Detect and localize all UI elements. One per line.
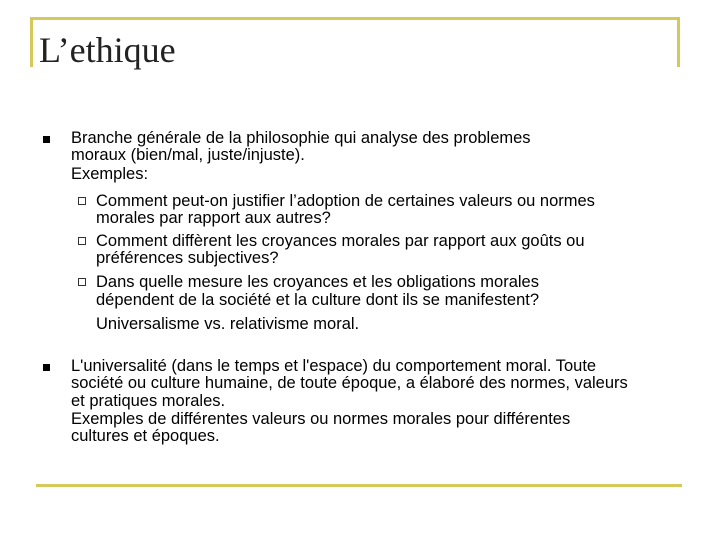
slide-title: L’ethique <box>39 30 176 70</box>
sub3-line-2: dépendent de la société et la culture dont ils se manifestent? <box>96 291 540 309</box>
bullet2-line-1: L'universalité (dans le temps et l'espace) du comportement moral. Toute <box>71 357 597 375</box>
sub1-line-2: morales par rapport aux autres? <box>96 209 331 227</box>
bullet2-line-2: société ou culture humaine, de toute époque, a élaboré des normes, valeurs <box>71 374 628 392</box>
bullet-square-icon <box>43 136 50 143</box>
bullet1-line-2: moraux (bien/mal, juste/injuste). <box>71 146 305 164</box>
frame-top-rule <box>30 17 679 20</box>
sub-bullet-square-icon <box>78 278 86 286</box>
sub2-line-2: préférences subjectives? <box>96 249 279 267</box>
sub3-line-1: Dans quelle mesure les croyances et les obligations morales <box>96 273 539 291</box>
sub3-line-3: Universalisme vs. relativisme moral. <box>96 315 360 333</box>
bullet2-line-5: cultures et époques. <box>71 427 220 445</box>
frame-left-rule <box>30 17 33 67</box>
bullet2-line-3: et pratiques morales. <box>71 392 226 410</box>
sub2-line-1: Comment diffèrent les croyances morales par rapport aux goûts ou <box>96 232 585 250</box>
bullet-square-icon <box>43 364 50 371</box>
bullet1-line-3: Exemples: <box>71 165 149 183</box>
sub-bullet-square-icon <box>78 197 86 205</box>
frame-bottom-rule <box>36 484 682 487</box>
sub1-line-1: Comment peut-on justifier l’adoption de certaines valeurs ou normes <box>96 192 595 210</box>
frame-right-rule <box>677 17 680 67</box>
bullet1-line-1: Branche générale de la philosophie qui analyse des problemes <box>71 129 531 147</box>
sub-bullet-square-icon <box>78 237 86 245</box>
bullet2-line-4: Exemples de différentes valeurs ou normes morales pour différentes <box>71 410 571 428</box>
